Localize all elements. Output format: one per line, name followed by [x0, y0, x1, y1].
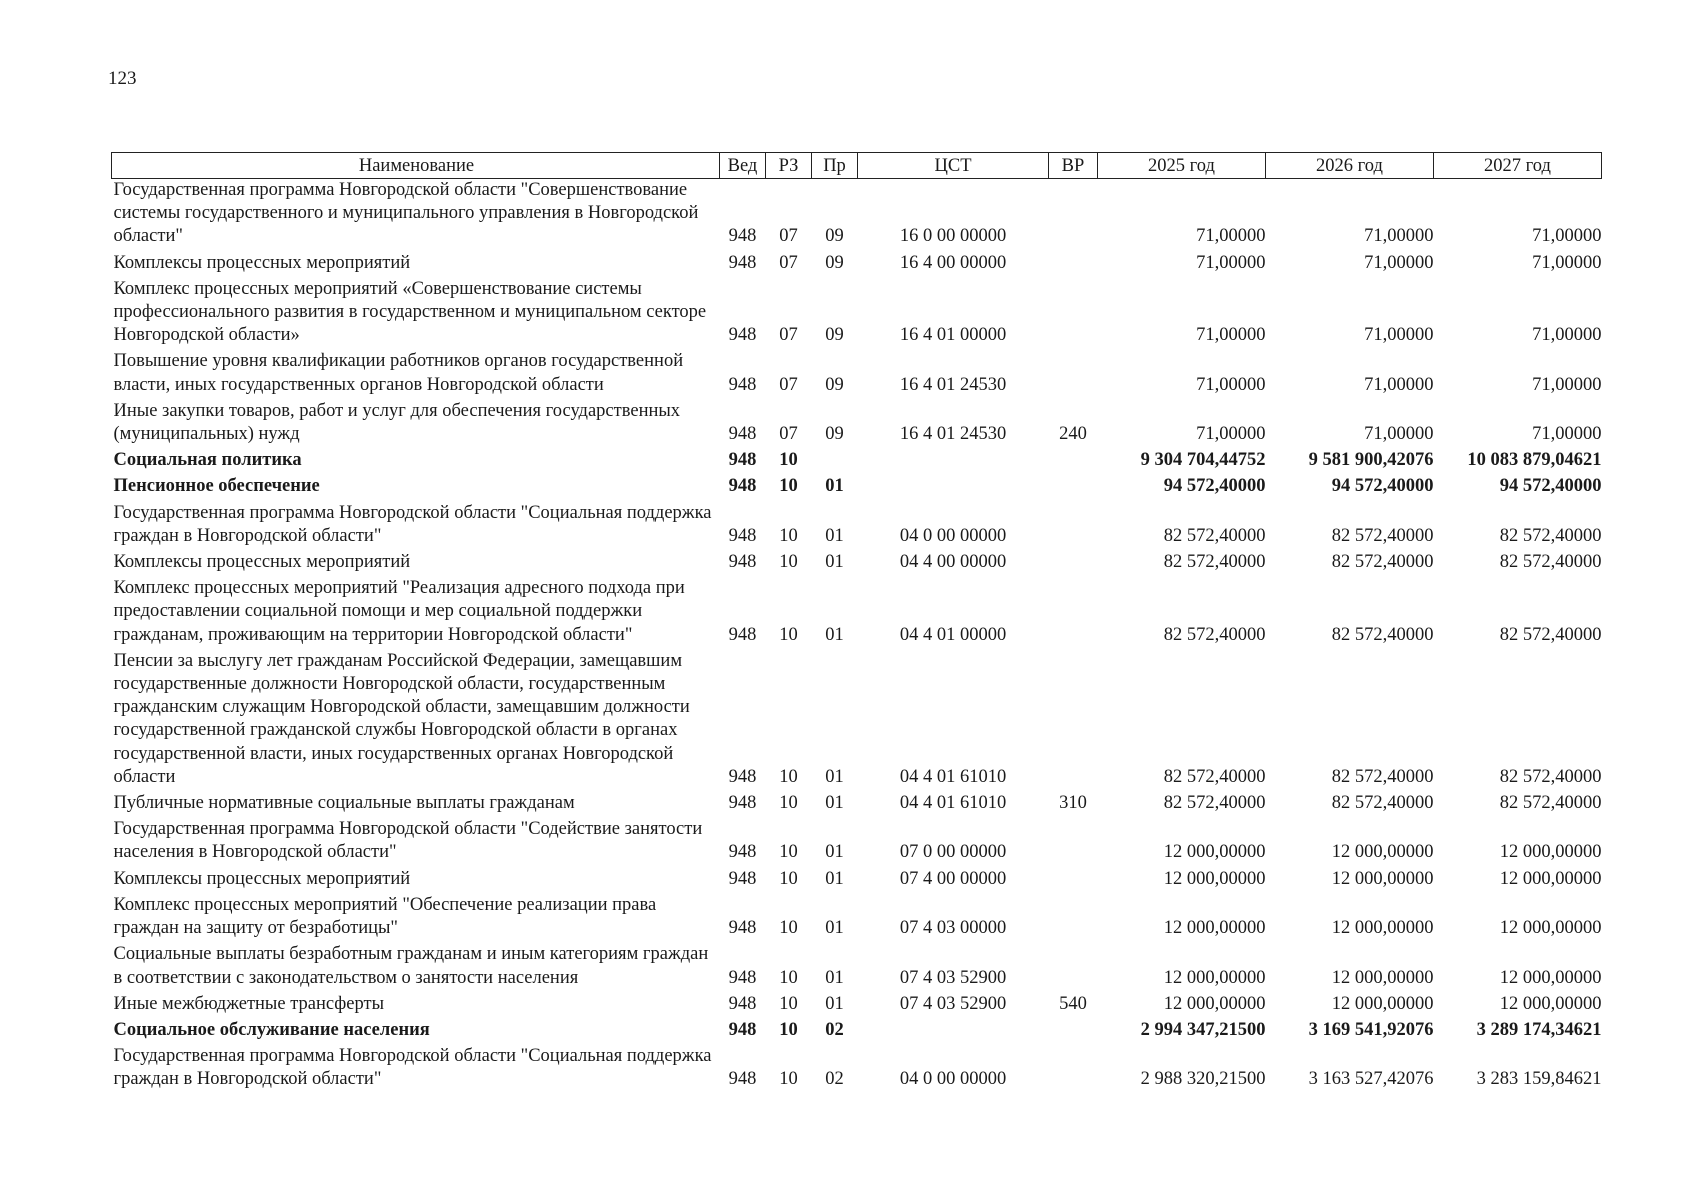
- row-2027-value: 71,00000: [1532, 325, 1602, 346]
- table-row: [112, 818, 1602, 867]
- row-cst: 04 4 01 00000: [899, 624, 1007, 645]
- row-ved: 948: [728, 552, 757, 573]
- row-2026-value: 3 163 527,42076: [1308, 1069, 1434, 1090]
- row-rz: 10: [779, 1069, 798, 1090]
- row-2027-value: 71,00000: [1532, 374, 1602, 395]
- row-ved: 948: [728, 325, 757, 346]
- row-cst: 07 4 03 00000: [899, 918, 1007, 939]
- row-name: Пенсии за выслугу лет гражданам Российской Федерации, замещавшим государственные должности Новгородской области, государственным гражданским служащим Новгородской области, замещавшим должности государственной гражданской службы Новгородской области в органах государственной власти, иных государственных органах Новгородской области: [113, 650, 690, 787]
- row-2027-value: 71,00000: [1532, 252, 1602, 273]
- row-ved: 948: [728, 793, 757, 814]
- row-name: Пенсионное обеспечение: [113, 476, 320, 497]
- table-row: [112, 475, 1602, 501]
- table-row: [112, 278, 1602, 351]
- table-row: [112, 650, 1602, 792]
- row-pr: 01: [825, 766, 844, 787]
- row-pr: 02: [825, 1069, 844, 1090]
- row-2027-value: 82 572,40000: [1499, 793, 1602, 814]
- row-pr: 01: [825, 918, 844, 939]
- row-ved: 948: [728, 424, 757, 445]
- row-name: Комплексы процессных мероприятий: [113, 868, 411, 889]
- row-2027-value: 3 283 159,84621: [1476, 1069, 1602, 1090]
- row-pr: 09: [825, 226, 844, 247]
- row-vr: [1049, 894, 1098, 943]
- row-2027-value: 12 000,00000: [1499, 842, 1602, 863]
- header-pr: Пр: [812, 153, 858, 179]
- row-2027-value: 71,00000: [1532, 424, 1602, 445]
- header-2026: 2026 год: [1266, 153, 1434, 179]
- table-row: [112, 179, 1602, 252]
- row-2026-value: 71,00000: [1364, 252, 1434, 273]
- row-vr: [1049, 1019, 1098, 1045]
- table-row: [112, 894, 1602, 943]
- row-ved: 948: [728, 1019, 757, 1040]
- row-ved: 948: [728, 967, 757, 988]
- row-ved: 948: [728, 918, 757, 939]
- row-rz: 07: [779, 424, 798, 445]
- row-2026-value: 82 572,40000: [1331, 525, 1434, 546]
- row-2025-value: 94 572,40000: [1163, 476, 1266, 497]
- row-2027-value: 10 083 879,04621: [1467, 450, 1602, 471]
- row-2026-value: 82 572,40000: [1331, 766, 1434, 787]
- table-row: [112, 252, 1602, 278]
- row-2026-value: 12 000,00000: [1331, 918, 1434, 939]
- row-2025-value: 12 000,00000: [1163, 868, 1266, 889]
- row-vr: [1049, 179, 1098, 252]
- table-row: [112, 502, 1602, 551]
- row-pr: 01: [825, 868, 844, 889]
- row-ved: 948: [728, 993, 757, 1014]
- table-row: [112, 993, 1602, 1019]
- row-vr: [1049, 502, 1098, 551]
- row-2025-value: 12 000,00000: [1163, 993, 1266, 1014]
- row-2025-value: 71,00000: [1196, 226, 1266, 247]
- row-vr: [1049, 449, 1098, 475]
- row-cst: [858, 475, 1049, 501]
- row-2025-value: 82 572,40000: [1163, 766, 1266, 787]
- row-rz: 10: [779, 993, 798, 1014]
- row-ved: 948: [728, 624, 757, 645]
- row-2025-value: 12 000,00000: [1163, 918, 1266, 939]
- table-row: [112, 1019, 1602, 1045]
- row-cst: 16 4 01 24530: [899, 374, 1007, 395]
- row-2025-value: 2 988 320,21500: [1140, 1069, 1266, 1090]
- row-pr: 01: [825, 967, 844, 988]
- row-name: Государственная программа Новгородской области "Содействие занятости населения в Новгородской области": [113, 819, 703, 863]
- row-ved: 948: [728, 226, 757, 247]
- row-2025-value: 2 994 347,21500: [1140, 1019, 1266, 1040]
- row-rz: 10: [779, 525, 798, 546]
- row-2026-value: 12 000,00000: [1331, 842, 1434, 863]
- row-cst: 16 4 01 00000: [899, 325, 1007, 346]
- row-name: Иные закупки товаров, работ и услуг для обеспечения государственных (муниципальных) нужд: [113, 400, 681, 445]
- header-name: Наименование: [112, 153, 720, 179]
- row-2025-value: 71,00000: [1196, 424, 1266, 445]
- row-2025-value: 71,00000: [1196, 252, 1266, 273]
- row-rz: 10: [779, 793, 798, 814]
- row-vr: 240: [1059, 424, 1087, 445]
- row-cst: 04 0 00 00000: [899, 1069, 1007, 1090]
- row-pr: 09: [825, 325, 844, 346]
- row-pr: 01: [825, 476, 844, 497]
- table-row: [112, 350, 1602, 399]
- row-rz: 07: [779, 374, 798, 395]
- row-vr: [1049, 252, 1098, 278]
- row-ved: 948: [728, 476, 757, 497]
- row-2027-value: 12 000,00000: [1499, 993, 1602, 1014]
- table-row: [112, 943, 1602, 992]
- row-name: Комплексы процессных мероприятий: [113, 252, 411, 273]
- row-vr: [1049, 278, 1098, 351]
- header-ved: Вед: [720, 153, 766, 179]
- row-pr: 01: [825, 525, 844, 546]
- row-cst: 16 4 00 00000: [899, 252, 1007, 273]
- row-2025-value: 82 572,40000: [1163, 793, 1266, 814]
- table-row: [112, 449, 1602, 475]
- row-2025-value: 71,00000: [1196, 325, 1266, 346]
- row-rz: 10: [779, 766, 798, 787]
- row-rz: 07: [779, 226, 798, 247]
- table-row: [112, 792, 1602, 818]
- row-2026-value: 94 572,40000: [1331, 476, 1434, 497]
- row-ved: 948: [728, 450, 757, 471]
- table-row: [112, 577, 1602, 650]
- row-ved: 948: [728, 525, 757, 546]
- row-vr: [1049, 1045, 1098, 1094]
- table-row: [112, 551, 1602, 577]
- row-name: Социальные выплаты безработным гражданам и иным категориям граждан в соответствии с законодательством о занятости населения: [113, 944, 709, 988]
- row-name: Социальное обслуживание населения: [113, 1019, 430, 1040]
- table-body: [112, 179, 1602, 1095]
- row-2025-value: 9 304 704,44752: [1140, 450, 1266, 471]
- row-2026-value: 9 581 900,42076: [1308, 450, 1434, 471]
- row-ved: 948: [728, 766, 757, 787]
- table-row: [112, 1045, 1602, 1094]
- row-2026-value: 12 000,00000: [1331, 993, 1434, 1014]
- row-rz: 10: [779, 552, 798, 573]
- row-2027-value: 82 572,40000: [1499, 766, 1602, 787]
- row-pr: 01: [825, 552, 844, 573]
- row-pr: 01: [825, 842, 844, 863]
- row-vr: [1049, 577, 1098, 650]
- row-vr: [1049, 551, 1098, 577]
- row-name: Государственная программа Новгородской области "Социальная поддержка граждан в Новгородской области": [113, 502, 712, 546]
- header-vr: ВР: [1049, 153, 1098, 179]
- row-cst: 07 4 00 00000: [899, 868, 1007, 889]
- row-2027-value: 12 000,00000: [1499, 967, 1602, 988]
- row-vr: [1049, 818, 1098, 867]
- row-2025-value: 12 000,00000: [1163, 842, 1266, 863]
- budget-table: [111, 152, 1602, 1095]
- row-pr: 01: [825, 993, 844, 1014]
- row-vr: [1049, 475, 1098, 501]
- row-name: Государственная программа Новгородской области "Совершенствование системы государственного и муниципального управления в Новгородской области": [113, 180, 699, 247]
- header-2027: 2027 год: [1434, 153, 1602, 179]
- row-name: Иные межбюджетные трансферты: [113, 993, 385, 1014]
- row-name: Комплекс процессных мероприятий "Обеспечение реализации права граждан на защиту от безработицы": [113, 894, 657, 939]
- header-cst: ЦСТ: [858, 153, 1049, 179]
- row-ved: 948: [728, 252, 757, 273]
- row-pr: 02: [825, 1019, 844, 1040]
- row-rz: 10: [779, 868, 798, 889]
- row-2027-value: 94 572,40000: [1499, 476, 1602, 497]
- row-rz: 10: [779, 967, 798, 988]
- row-2026-value: 82 572,40000: [1331, 624, 1434, 645]
- row-name: Комплексы процессных мероприятий: [113, 552, 411, 573]
- table-header-row: [112, 153, 1602, 179]
- row-cst: 07 4 03 52900: [899, 993, 1007, 1014]
- row-2026-value: 71,00000: [1364, 424, 1434, 445]
- row-rz: 10: [779, 624, 798, 645]
- row-name: Государственная программа Новгородской области "Социальная поддержка граждан в Новгородской области": [113, 1046, 712, 1090]
- row-ved: 948: [728, 1069, 757, 1090]
- row-2025-value: 82 572,40000: [1163, 525, 1266, 546]
- row-name: Комплекс процессных мероприятий «Совершенствование системы профессионального развития в государственном и муниципальном секторе Новгородской области»: [113, 278, 707, 346]
- row-pr: 09: [825, 252, 844, 273]
- row-2026-value: 71,00000: [1364, 226, 1434, 247]
- row-2027-value: 12 000,00000: [1499, 918, 1602, 939]
- row-vr: 310: [1059, 793, 1087, 814]
- row-vr: [1049, 943, 1098, 992]
- row-2026-value: 12 000,00000: [1331, 967, 1434, 988]
- row-pr: 09: [825, 374, 844, 395]
- page-number: 123: [108, 68, 137, 89]
- row-2026-value: 71,00000: [1364, 374, 1434, 395]
- row-rz: 10: [779, 476, 798, 497]
- row-2025-value: 71,00000: [1196, 374, 1266, 395]
- row-2026-value: 3 169 541,92076: [1308, 1019, 1434, 1040]
- row-pr: [812, 449, 858, 475]
- row-cst: 04 4 01 61010: [899, 793, 1007, 814]
- row-cst: 07 0 00 00000: [899, 842, 1007, 863]
- row-2025-value: 82 572,40000: [1163, 552, 1266, 573]
- row-cst: 04 4 01 61010: [899, 766, 1007, 787]
- table-row: [112, 400, 1602, 449]
- row-vr: [1049, 350, 1098, 399]
- row-pr: 01: [825, 793, 844, 814]
- row-pr: 01: [825, 624, 844, 645]
- row-rz: 10: [779, 1019, 798, 1040]
- row-cst: 16 4 01 24530: [899, 424, 1007, 445]
- row-rz: 10: [779, 918, 798, 939]
- row-vr: [1049, 650, 1098, 792]
- row-name: Комплекс процессных мероприятий "Реализация адресного подхода при предоставлении социальной помощи и мер социальной поддержки гражданам, проживающим на территории Новгородской области": [113, 578, 685, 645]
- row-ved: 948: [728, 374, 757, 395]
- row-ved: 948: [728, 868, 757, 889]
- row-rz: 07: [779, 252, 798, 273]
- row-2025-value: 82 572,40000: [1163, 624, 1266, 645]
- row-2027-value: 82 572,40000: [1499, 624, 1602, 645]
- row-rz: 07: [779, 325, 798, 346]
- row-2027-value: 12 000,00000: [1499, 868, 1602, 889]
- row-cst: [858, 449, 1049, 475]
- row-2027-value: 82 572,40000: [1499, 525, 1602, 546]
- row-2026-value: 82 572,40000: [1331, 552, 1434, 573]
- row-cst: 04 0 00 00000: [899, 525, 1007, 546]
- header-rz: РЗ: [766, 153, 812, 179]
- row-2025-value: 12 000,00000: [1163, 967, 1266, 988]
- row-rz: 10: [779, 842, 798, 863]
- row-2027-value: 82 572,40000: [1499, 552, 1602, 573]
- row-ved: 948: [728, 842, 757, 863]
- row-name: Повышение уровня квалификации работников органов государственной власти, иных государственных органов Новгородской области: [113, 351, 684, 395]
- row-vr: [1049, 868, 1098, 894]
- header-2025: 2025 год: [1098, 153, 1266, 179]
- row-2027-value: 71,00000: [1532, 226, 1602, 247]
- row-cst: 04 4 00 00000: [899, 552, 1007, 573]
- table-row: [112, 868, 1602, 894]
- row-cst: 16 0 00 00000: [899, 226, 1007, 247]
- row-2026-value: 71,00000: [1364, 325, 1434, 346]
- row-cst: 07 4 03 52900: [899, 967, 1007, 988]
- row-pr: 09: [825, 424, 844, 445]
- row-2027-value: 3 289 174,34621: [1476, 1019, 1602, 1040]
- row-2026-value: 12 000,00000: [1331, 868, 1434, 889]
- row-2026-value: 82 572,40000: [1331, 793, 1434, 814]
- row-vr: 540: [1059, 993, 1087, 1014]
- row-cst: [858, 1019, 1049, 1045]
- row-name: Публичные нормативные социальные выплаты гражданам: [113, 793, 575, 814]
- row-rz: 10: [779, 450, 798, 471]
- row-name: Социальная политика: [113, 450, 302, 471]
